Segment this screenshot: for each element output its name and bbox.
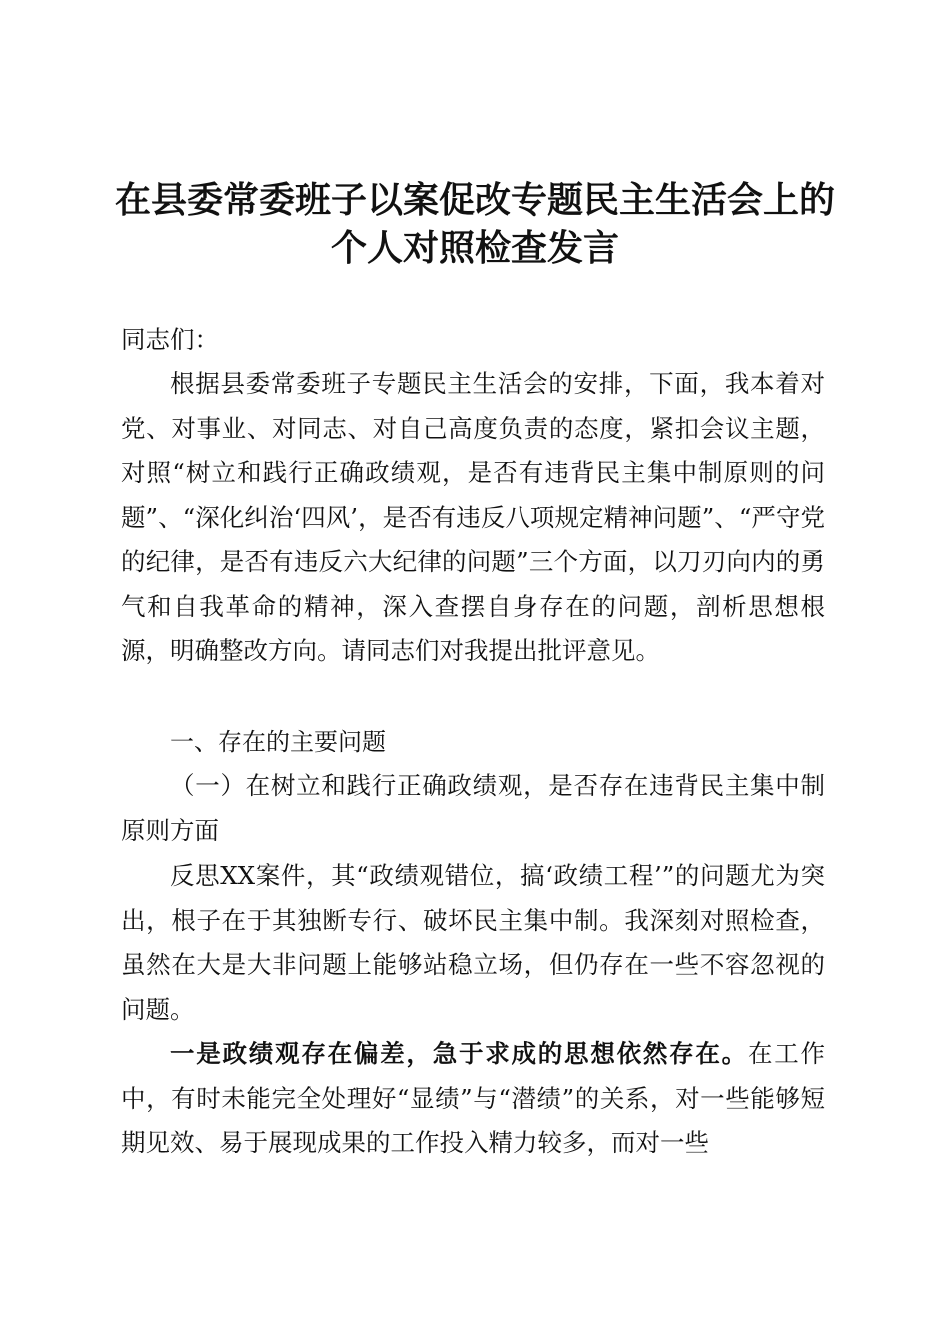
issue-body: 在工作中，有时未能完全处理好“显绩”与“潜绩”的关系，对一些能够短期见效、易于展现成果的工作投入精力较多，而对一些 (121, 1039, 826, 1157)
issue-paragraph (121, 1032, 825, 1166)
salutation: 同志们： (121, 325, 219, 354)
intro-paragraph: 根据县委常委班子专题民主生活会的安排，下面，我本着对党、对事业、对同志、对自己高度负责的态度，紧扣会议主题，对照“树立和践行正确政绩观，是否有违背民主集中制原则的问题”、“深化纠治‘四风’，是否有违反八项规定精神问题”、“严守党的纪律，是否有违反六大纪律的问题”三个方面，以刀刃向内的勇气和自我革命的精神，深入查摆自身存在的问题，剖析思想根源，明确整改方向。请同志们对我提出批评意见。 (121, 369, 825, 665)
case-reflection-paragraph: 反思XX案件，其“政绩观错位，搞‘政绩工程’”的问题尤为突出，根子在于其独断专行、破坏民主集中制。我深刻对照检查，虽然在大是大非问题上能够站稳立场，但仍存在一些不容忽视的问题。 (121, 861, 825, 1024)
section-heading: 一、存在的主要问题 (170, 728, 386, 756)
subsection-heading: （一）在树立和践行正确政绩观，是否存在违背民主集中制原则方面 (121, 771, 825, 845)
document-title-line1: 在县委常委班子以案促改专题民主生活会上的 (114, 179, 835, 221)
document-title-line2: 个人对照检查发言 (330, 227, 619, 269)
issue-lead: 一是政绩观存在偏差，急于求成的思想依然存在。 (170, 1039, 748, 1068)
